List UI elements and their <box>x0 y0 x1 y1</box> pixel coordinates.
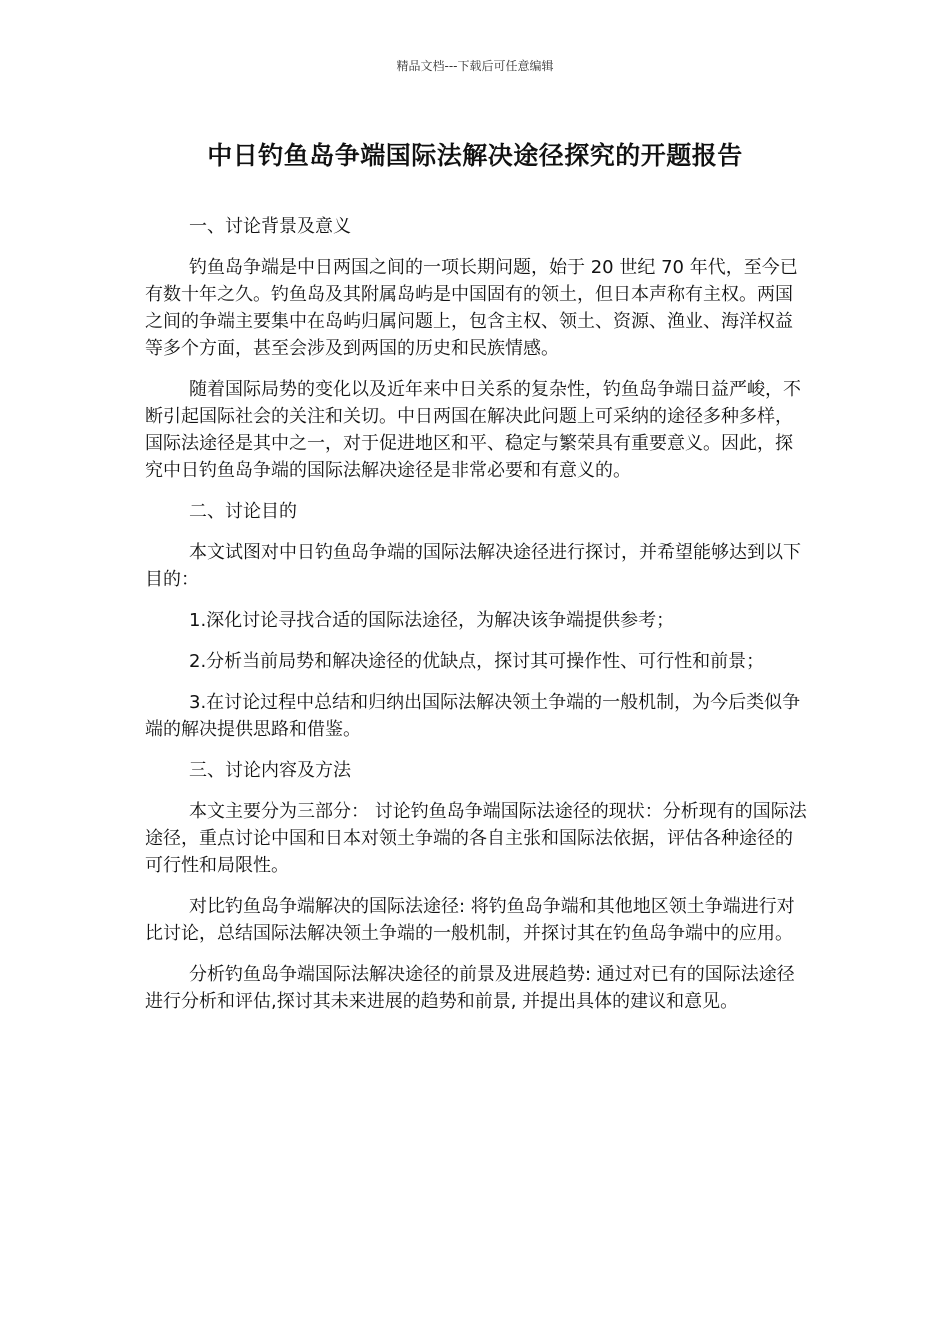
header-note: 精品文档---下载后可任意编辑 <box>396 59 554 73</box>
document-body <box>145 213 810 1029</box>
paragraph-background-2: 随着国际局势的变化以及近年来中日关系的复杂性，钓鱼岛争端日益严峻，不断引起国际社会的关注和关切。中日两国在解决此问题上可采纳的途径多种多样，国际法途径是其中之一，对于促进地区和平、稳定与繁荣具有重要意义。因此，探究中日钓鱼岛争端的国际法解决途径是非常必要和有意义的。 <box>145 379 801 481</box>
list-item-purpose-3: 3.在讨论过程中总结和归纳出国际法解决领土争端的一般机制，为今后类似争端的解决提供思路和借鉴。 <box>145 692 801 740</box>
list-item-purpose-2: 2.分析当前局势和解决途径的优缺点，探讨其可操作性、可行性和前景； <box>189 651 765 672</box>
section-heading-purpose: 二、讨论目的 <box>189 501 297 522</box>
document-title: 中日钓鱼岛争端国际法解决途径探究的开题报告 <box>207 141 743 170</box>
paragraph-purpose-intro: 本文试图对中日钓鱼岛争端的国际法解决途径进行探讨，并希望能够达到以下目的： <box>145 542 801 590</box>
paragraph-content-1: 本文主要分为三部分： 讨论钓鱼岛争端国际法途径的现状：分析现有的国际法途径，重点讨论中国和日本对领土争端的各自主张和国际法依据，评估各种途径的可行性和局限性。 <box>145 801 807 876</box>
section-heading-background: 一、讨论背景及意义 <box>189 216 351 237</box>
paragraph-content-2: 对比钓鱼岛争端解决的国际法途径: 将钓鱼岛争端和其他地区领土争端进行对比讨论，总结国际法解决领土争端的一般机制，并探讨其在钓鱼岛争端中的应用。 <box>145 896 795 944</box>
paragraph-content-3: 分析钓鱼岛争端国际法解决途径的前景及进展趋势: 通过对已有的国际法途径进行分析和评估,探讨其未来进展的趋势和前景, 并提出具体的建议和意见。 <box>145 964 795 1012</box>
list-item-purpose-1: 1.深化讨论寻找合适的国际法途径，为解决该争端提供参考； <box>189 610 675 631</box>
paragraph-background-1: 钓鱼岛争端是中日两国之间的一项长期问题，始于 20 世纪 70 年代，至今已有数十年之久。钓鱼岛及其附属岛屿是中国固有的领土，但日本声称有主权。两国之间的争端主要集中在岛屿归属问题上，包含主权、领土、资源、渔业、海洋权益等多个方面，甚至会涉及到两国的历史和民族情感。 <box>145 257 798 359</box>
section-heading-content-methods: 三、讨论内容及方法 <box>189 760 351 781</box>
